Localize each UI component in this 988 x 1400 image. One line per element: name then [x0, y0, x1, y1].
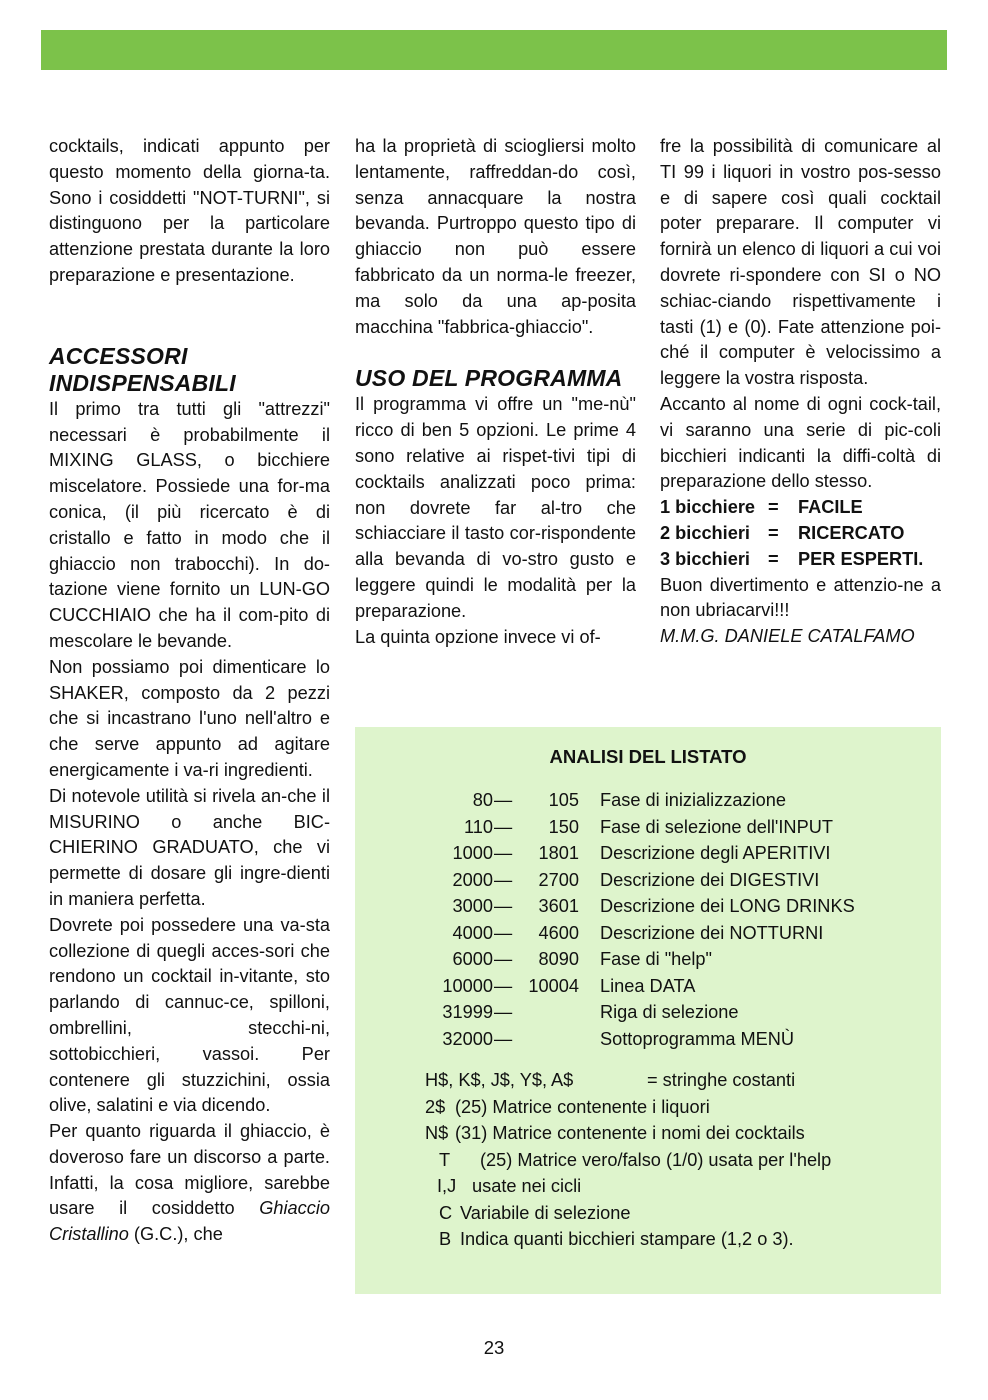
listing-row	[355, 814, 941, 841]
col1-paragraph-5: Dovrete poi possedere una va-sta collezione di quegli acces-sori che rendono un cocktail in-vitante, sto parlando di cannuc-ce, spilloni, ombrellini, stecchi-ni, sottobicchieri, vassoi. Per contenere gli stuzzichini, ossia olive, salatini e via dicendo.	[49, 914, 330, 1116]
difficulty-level	[660, 547, 941, 573]
variable-row	[355, 1094, 941, 1121]
difficulty-levels	[660, 495, 941, 572]
col3-paragraph-2: Accanto al nome di ogni cock-tail, vi saranno una serie di pic-coli bicchieri indicanti la diffi-coltà di preparazione dello stesso.	[660, 393, 941, 492]
listing-dash: —	[494, 896, 513, 916]
col1-paragraph-1: cocktails, indicati appunto per questo momento della giorna-ta. Sono i cosiddetti "NOT-TURNI", si distinguono per la particolare attenzione prestata durante la loro preparazione e presentazione.	[49, 136, 330, 285]
variable-description: (31) Matrice contenente i nomi dei cocktails	[455, 1123, 805, 1143]
box-title: ANALISI DEL LISTATO	[549, 746, 747, 767]
listing-end-line: 150	[548, 816, 579, 837]
level-equals: =	[768, 522, 779, 543]
level-label: FACILE	[798, 497, 863, 518]
listing-description: Fase di inizializzazione	[600, 790, 787, 810]
listing-row	[355, 973, 941, 1000]
listing-row	[355, 1026, 941, 1053]
variable-name: T	[439, 1149, 451, 1170]
column-3	[660, 134, 941, 650]
listing-description: Riga di selezione	[600, 1002, 739, 1022]
col1-p6-italic: Ghiaccio Cristallino	[49, 1198, 331, 1245]
page-number: 23	[483, 1337, 505, 1358]
listing-analysis-box	[355, 727, 941, 1294]
variable-description: Indica quanti bicchieri stampare (1,2 o 3).	[460, 1229, 794, 1249]
listing-dash: —	[494, 790, 513, 810]
listing-dash: —	[494, 869, 513, 890]
col1-paragraph-6	[49, 1119, 330, 1248]
listing-row	[355, 999, 941, 1026]
variable-name: I,J	[437, 1176, 457, 1196]
variables-list	[355, 1067, 941, 1253]
listing-start-line: 80	[472, 790, 493, 810]
author-signature: M.M.G. DANIELE CATALFAMO	[660, 626, 915, 647]
listing-start-line: 3000	[452, 896, 493, 916]
variable-row	[355, 1120, 941, 1147]
col1-paragraph-4: Di notevole utilità si rivela an-che il MISURINO o anche BIC-CHIERINO GRADUATO, che vi permette di dosare gli ingre-dienti in maniera perfetta.	[49, 785, 330, 909]
level-equals: =	[768, 548, 779, 569]
listing-start-line: 10000	[442, 975, 493, 996]
col3-paragraph-3: Buon divertimento e attenzio-ne a non ubriacarvi!!!	[660, 574, 941, 621]
variable-name: 2$	[425, 1096, 446, 1117]
listing-dash: —	[494, 922, 513, 943]
listing-start-line: 4000	[452, 922, 493, 943]
listing-row	[355, 867, 941, 894]
col3-paragraph-1: fre la possibilità di comunicare al TI 99 i liquori in vostro pos-sesso e di sapere così quali cocktail poter preparare. Il computer vi fornirà un elenco di liquori a cui voi dovrete ri-spondere con SI o NO schiac-ciando rispettivamente i tasti (1) e (0). Fate attenzione poi-ché il computer è velocissimo a leggere la vostra risposta.	[660, 136, 941, 389]
listing-description: Descrizione degli APERITIVI	[600, 843, 831, 863]
listing-start-line: 31999	[442, 1002, 493, 1022]
listing-dash: —	[494, 1028, 513, 1049]
listing-dash: —	[494, 843, 513, 863]
level-equals: =	[768, 497, 779, 518]
variable-row	[355, 1067, 941, 1094]
col2-paragraph-2: Il programma vi offre un "me-nù" ricco di ben 5 opzioni. Le prime 4 sono relative ai rispet-tivi tipi di cocktails analizzati poco prima: non dovrete far al-tro che schiacciare il tasto cor-rispondente alla bevanda di vo-stro gusto e leggere quindi le modalità per la preparazione.	[355, 394, 636, 621]
heading-accessori	[49, 343, 330, 397]
variable-description: Variabile di selezione	[460, 1202, 631, 1223]
listing-start-line: 2000	[452, 869, 493, 890]
variable-description: (25) Matrice contenente i liquori	[455, 1096, 710, 1117]
listing-start-line: 6000	[452, 949, 493, 969]
level-glasses: 2 bicchieri	[660, 522, 750, 543]
listing-dash: —	[494, 949, 513, 969]
listing-description: Sottoprogramma MENÙ	[600, 1028, 795, 1049]
listing-end-line: 1801	[538, 843, 579, 863]
listing-row	[355, 946, 941, 973]
col1-p6-end: (G.C.), che	[133, 1224, 223, 1245]
variable-description: (25) Matrice vero/falso (1/0) usata per l'help	[480, 1149, 832, 1170]
listing-end-line: 4600	[538, 922, 579, 943]
listing-description: Descrizione dei DIGESTIVI	[600, 869, 820, 890]
listing-row	[355, 920, 941, 947]
listing-row	[355, 787, 941, 814]
level-label: PER ESPERTI.	[798, 548, 924, 569]
variable-name: N$	[425, 1123, 449, 1143]
listing-start-line: 32000	[442, 1028, 493, 1049]
level-glasses: 1 bicchiere	[660, 497, 756, 518]
listing-end-line: 2700	[538, 869, 579, 890]
difficulty-level	[660, 521, 941, 547]
listing-start-line: 1000	[452, 843, 493, 863]
col2-paragraph-3: La quinta opzione invece vi of-	[355, 626, 601, 647]
listing-description: Descrizione dei LONG DRINKS	[600, 896, 855, 916]
listing-table	[355, 787, 941, 1052]
level-glasses: 3 bicchieri	[660, 548, 750, 569]
variable-name: B	[439, 1229, 452, 1249]
column-2	[355, 134, 636, 650]
listing-dash: —	[494, 975, 513, 996]
listing-description: Fase di selezione dell'INPUT	[600, 816, 833, 837]
listing-description: Linea DATA	[600, 975, 696, 996]
variable-name: C	[439, 1202, 453, 1223]
variable-description: = stringhe costanti	[647, 1070, 796, 1090]
col1-paragraph-3: Non possiamo poi dimenticare lo SHAKER, composto da 2 pezzi che si incastrano l'uno nell'altro e che serve appunto ad agitare energicamente i va-ri ingredienti.	[49, 656, 330, 780]
col1-paragraph-2: Il primo tra tutti gli "attrezzi" necessari è probabilmente il MIXING GLASS, o bicchiere miscelatore. Possiede una for-ma conica, (il più ricercato è di cristallo e fatto in modo che il ghiaccio non trabocchi). In do-tazione viene fornito un LUN-GO CUCCHIAIO che ha il com-pito di mescolare le bevande.	[49, 398, 330, 651]
variable-row	[355, 1147, 941, 1174]
listing-end-line: 10004	[528, 975, 579, 996]
column-1	[49, 134, 330, 1248]
variable-name: H$, K$, J$, Y$, A$	[425, 1070, 574, 1090]
listing-dash: —	[494, 1002, 513, 1022]
listing-end-line: 3601	[538, 896, 579, 916]
heading-accessori-line2: INDISPENSABILI	[49, 369, 236, 396]
level-label: RICERCATO	[798, 522, 905, 543]
listing-dash: —	[494, 816, 513, 837]
heading-uso-programma: USO DEL PROGRAMMA	[355, 365, 623, 392]
listing-end-line: 8090	[538, 949, 579, 969]
listing-description: Descrizione dei NOTTURNI	[600, 922, 824, 943]
variable-row	[355, 1226, 941, 1253]
variable-description: usate nei cicli	[472, 1176, 582, 1196]
col2-paragraph-1: ha la proprietà di sciogliersi molto lentamente, raffreddan-do così, senza annacquare la nostra bevanda. Purtroppo questo tipo di ghiaccio non può essere fabbricato da un norma-le freezer, ma solo da una ap-posita macchina "fabbrica-ghiaccio".	[355, 136, 636, 337]
listing-row	[355, 893, 941, 920]
listing-row	[355, 840, 941, 867]
variable-row	[355, 1173, 941, 1200]
listing-end-line: 105	[548, 790, 579, 810]
listing-start-line: 110	[464, 816, 493, 837]
variable-row	[355, 1200, 941, 1227]
top-color-band	[41, 30, 947, 70]
difficulty-level	[660, 495, 941, 521]
col1-p6-start: Per quanto riguarda il ghiaccio, è doveroso fare un discorso a parte. Infatti, la cosa migliore, sarebbe usare il cosiddetto	[49, 1121, 330, 1219]
listing-description: Fase di "help"	[600, 949, 712, 969]
heading-accessori-line1: ACCESSORI	[49, 342, 188, 369]
